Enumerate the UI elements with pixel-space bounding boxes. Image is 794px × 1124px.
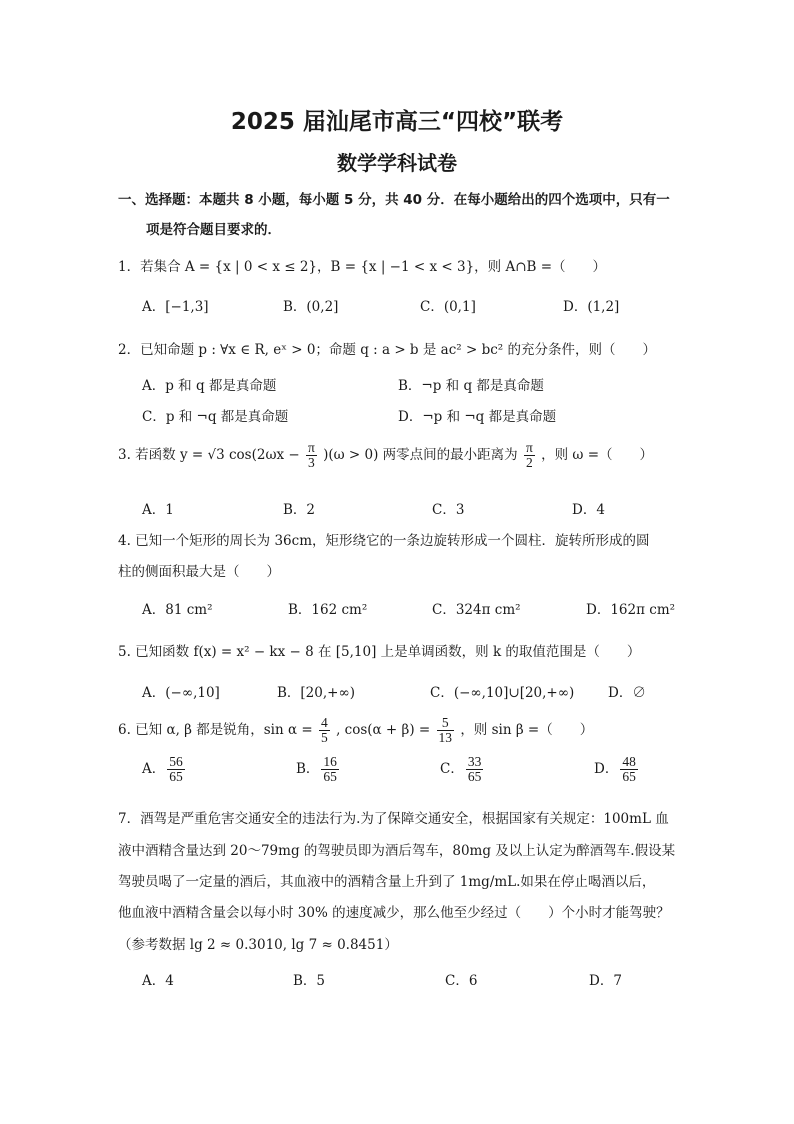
question-7-option-c: C．6 [445,973,478,989]
question-7-line4: 他血液中酒精含量会以每小时 30% 的速度减少，那么他至少经过（ ）个小时才能驾驶？ [118,905,670,921]
question-3-text [118,441,653,470]
question-6-middle: , cos(α + β) = [336,722,431,739]
question-2-option-c: C．p 和 ¬q 都是真命题 [142,409,289,425]
question-7-option-a: A．4 [142,973,174,989]
question-7-line2: 液中酒精含量达到 20～79mg 的驾驶员即为酒后驾车，80mg 及以上认定为醉酒驾车.假设某 [118,843,676,859]
question-7-line3: 驾驶员喝了一定量的酒后，其血液中的酒精含量上升到了 1mg/mL.如果在停止喝酒以后， [118,874,656,890]
question-2-option-a: A．p 和 q 都是真命题 [142,378,277,394]
fraction-pi-over-3: $\frac{\pi}{3}$ [307,440,315,471]
option-d-fraction: $\frac{48}{65}$ [622,754,636,785]
question-5-text: 5. 已知函数 f(x) = x² − kx − 8 在 [5,10] 上是单调函数，则 k 的取值范围是（ ） [118,644,641,660]
question-5-option-c: C．(−∞,10]∪[20,+∞) [430,685,575,701]
section-heading-line2: 项是符合题目要求的． [146,222,281,238]
exam-subtitle: 数学学科试卷 [337,151,457,175]
question-5-option-a: A．(−∞,10] [142,685,220,701]
question-4-line2: 柱的侧面积最大是（ ） [118,564,280,580]
question-1-option-c: C．(0,1] [420,299,476,315]
question-6-option-c: C． $\frac{33}{65}$ [440,754,482,785]
question-7-reference-data: （参考数据 lg 2 ≈ 0.3010, lg 7 ≈ 0.8451） [118,937,398,953]
question-6-suffix: ，则 sin β =（ ） [460,722,594,739]
question-6-option-b: B． $\frac{16}{65}$ [296,754,337,785]
question-1-option-a: A．[−1,3] [142,299,209,315]
question-2-option-d: D．¬p 和 ¬q 都是真命题 [398,409,557,425]
question-6-option-d: D． $\frac{48}{65}$ [594,754,636,785]
question-6-option-a: A． $\frac{56}{65}$ [142,754,183,785]
question-6-text [118,716,593,745]
question-2-text: 2．已知命题 p : ∀x ∈ R, eˣ > 0；命题 q : a > b 是 ac² > bc² 的充分条件，则（ ） [118,342,656,358]
fraction-pi-over-2: $\frac{\pi}{2}$ [525,440,533,471]
question-3-option-b: B．2 [283,502,316,518]
question-7-option-d: D．7 [589,973,622,989]
question-7-line1: 7．酒驾是严重危害交通安全的违法行为.为了保障交通安全，根据国家有关规定：100mL 血 [118,811,669,827]
question-3-prefix: 3. 若函数 y = √3 cos(2ωx − [118,447,300,464]
option-a-fraction: $\frac{56}{65}$ [169,754,183,785]
option-b-fraction: $\frac{16}{65}$ [323,754,337,785]
question-3-option-a: A．1 [142,502,174,518]
fraction-5-over-13: $\frac{5}{13}$ [438,715,453,746]
question-1-option-b: B．(0,2] [283,299,339,315]
question-4-option-a: A．81 cm² [142,602,213,618]
question-5-option-d: D．∅ [608,685,646,701]
question-4-option-b: B．162 cm² [288,602,368,618]
question-2-option-b: B．¬p 和 q 都是真命题 [398,378,544,394]
fraction-4-over-5: $\frac{4}{5}$ [321,715,328,746]
question-3-suffix: ，则 ω =（ ） [541,447,654,464]
question-7-option-b: B．5 [293,973,326,989]
question-4-option-d: D．162π cm² [586,602,676,618]
question-5-option-b: B．[20,+∞) [277,685,355,701]
option-c-fraction: $\frac{33}{65}$ [467,754,482,785]
question-3-option-d: D．4 [572,502,605,518]
section-heading-line1: 一、选择题：本题共 8 小题，每小题 5 分，共 40 分．在每小题给出的四个选项中，只有一 [118,192,670,208]
question-6-prefix: 6. 已知 α, β 都是锐角，sin α = [118,722,313,739]
question-4-option-c: C．324π cm² [432,602,521,618]
question-4-line1: 4. 已知一个矩形的周长为 36cm，矩形绕它的一条边旋转形成一个圆柱．旋转所形成的圆 [118,533,650,549]
question-3-middle: )(ω > 0) 两零点间的最小距离为 [323,447,518,464]
exam-title: 2025 届汕尾市高三“四校”联考 [230,109,564,135]
question-1-text: 1．若集合 A = {x | 0 < x ≤ 2}，B = {x | −1 < x < 3}，则 A∩B =（ ） [118,259,607,275]
question-3-option-c: C．3 [432,502,465,518]
question-1-option-d: D．(1,2] [563,299,620,315]
